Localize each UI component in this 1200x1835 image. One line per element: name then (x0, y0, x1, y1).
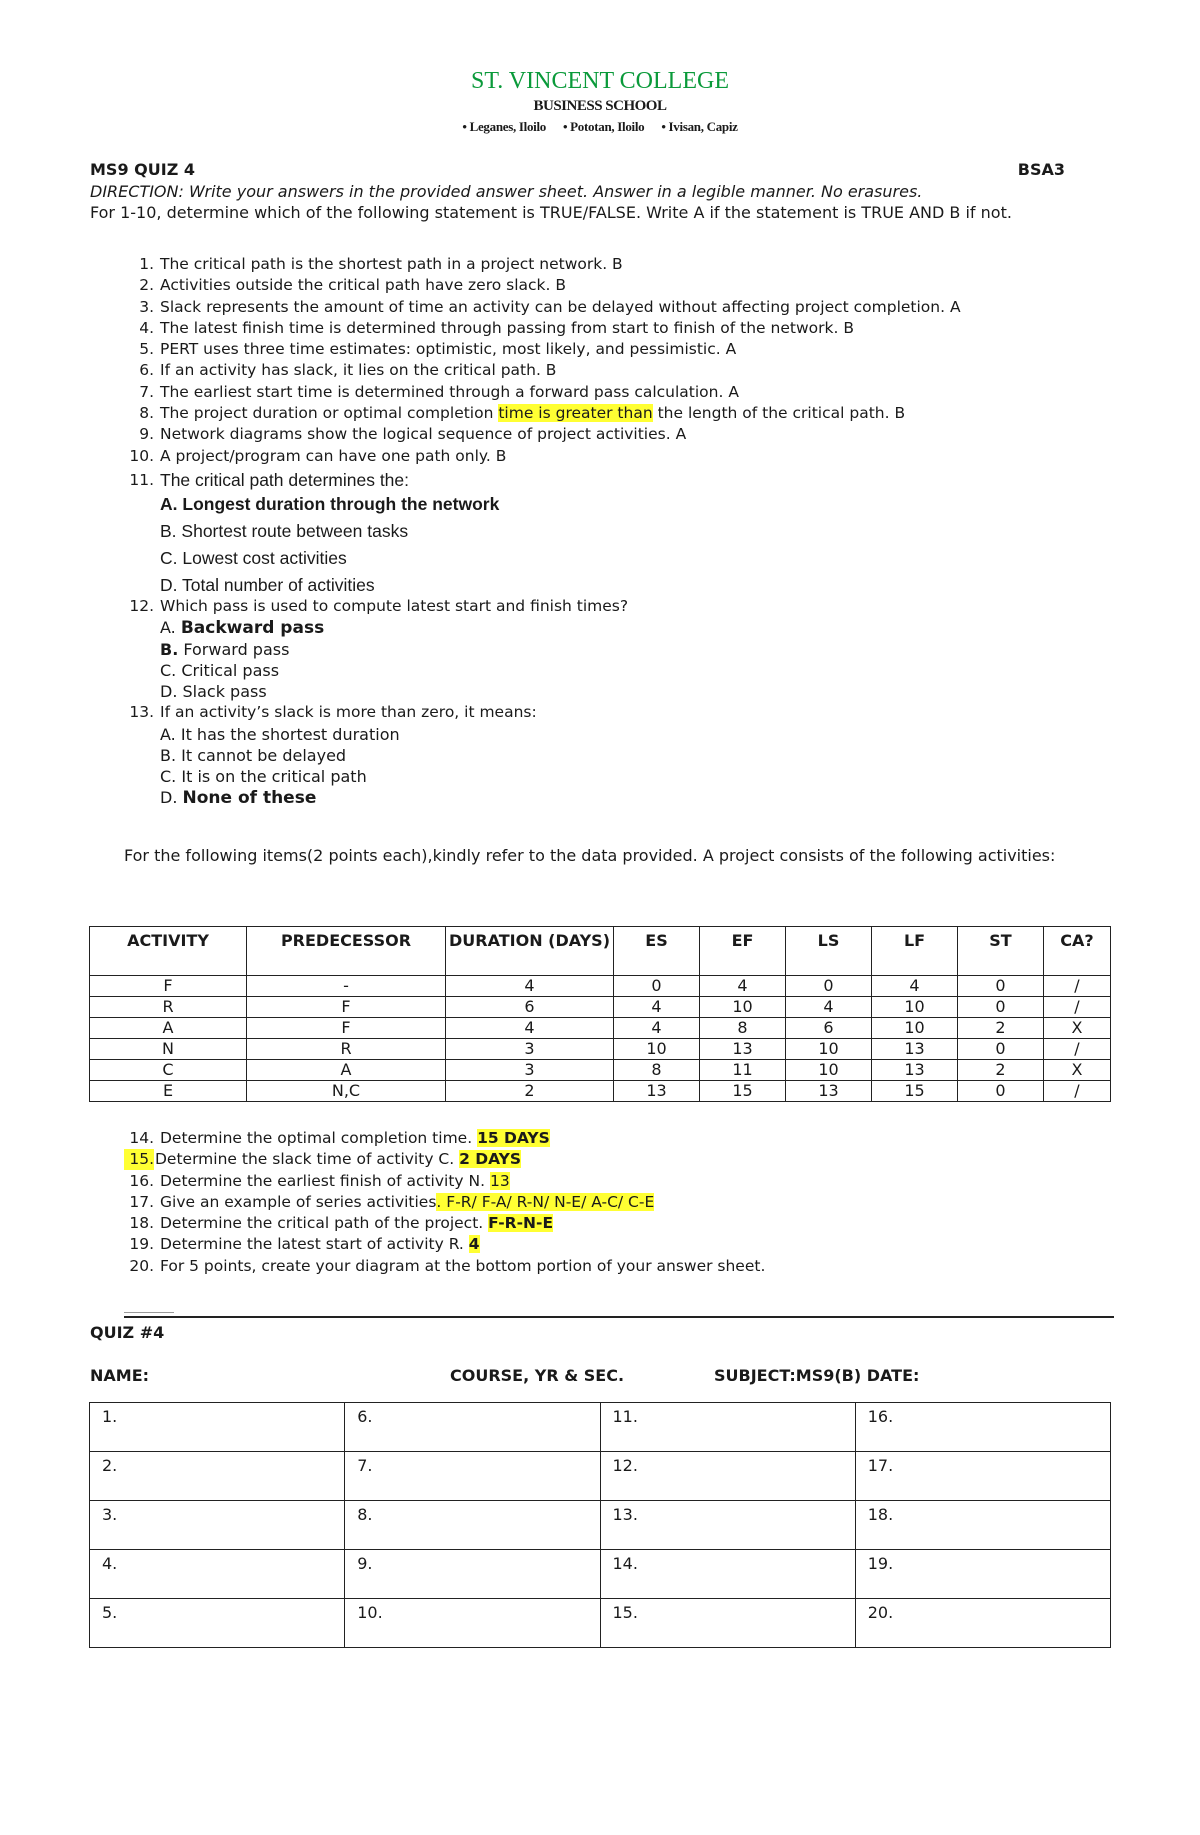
answer-cell[interactable]: 2. (90, 1452, 345, 1501)
answer-highlight: 15 DAYS (477, 1129, 550, 1147)
answer-cell[interactable]: 8. (345, 1501, 600, 1550)
column-header: ST (958, 927, 1044, 976)
table-row (90, 1403, 1111, 1452)
question-item: 12. Which pass is used to compute latest start and finish times? (129, 596, 629, 615)
answer-highlight: F-R-N-E (488, 1214, 554, 1233)
quiz-title-line (90, 160, 1065, 179)
table-row: N R 3 10 13 10 13 0 / (90, 1039, 1111, 1060)
question-item: 11. The critical path determines the: (129, 469, 410, 490)
name-label: NAME: (90, 1366, 150, 1385)
question-item: 1. The critical path is the shortest path in a project network. B (139, 255, 623, 273)
quiz-title: MS9 QUIZ 4 (90, 160, 195, 179)
column-header: PREDECESSOR (247, 927, 446, 976)
divider (124, 1312, 174, 1313)
campus-list (0, 116, 1200, 138)
answer-cell[interactable]: 12. (600, 1452, 855, 1501)
answer-grid (89, 1402, 1111, 1648)
table-row: A F 4 4 8 6 10 2 X (90, 1018, 1111, 1039)
option-item: B. Shortest route between tasks (160, 520, 409, 541)
question-item: 14. Determine the optimal completion time. 15 DAYS (129, 1129, 550, 1147)
answer-cell[interactable]: 3. (90, 1501, 345, 1550)
answer-cell[interactable]: 20. (855, 1599, 1110, 1648)
table-row: R F 6 4 10 4 10 0 / (90, 997, 1111, 1018)
question-item: 20. For 5 points, create your diagram at the bottom portion of your answer sheet. (129, 1256, 766, 1275)
column-header: LS (786, 927, 872, 976)
course-label: COURSE, YR & SEC. (450, 1366, 625, 1385)
option-item: C. It is on the critical path (160, 766, 367, 786)
option-item: C. Lowest cost activities (160, 547, 347, 568)
option-item: A. Backward pass (160, 618, 325, 639)
option-item: A. It has the shortest duration (160, 724, 400, 744)
table-header-row (90, 927, 1111, 976)
answer-cell[interactable]: 10. (345, 1599, 600, 1648)
question-item: 19. Determine the latest start of activity R. 4 (129, 1235, 480, 1254)
highlighted-text: time is greater than (498, 404, 653, 423)
table-row (90, 1501, 1111, 1550)
column-header: ACTIVITY (90, 927, 247, 976)
activity-table (89, 926, 1111, 1102)
option-item: D. Total number of activities (160, 574, 375, 595)
column-header: LF (872, 927, 958, 976)
option-item: C. Critical pass (160, 661, 280, 681)
question-item: 16. Determine the earliest finish of activity N. 13 (129, 1171, 510, 1190)
instruction-text: For 1-10, determine which of the following statement is TRUE/FALSE. Write A if the statement is TRUE AND B if not. (90, 203, 1012, 222)
question-item: 8. The project duration or optimal completion time is greater than the length of the critical path. B (139, 404, 906, 423)
column-header: EF (700, 927, 786, 976)
question-list (124, 254, 1114, 809)
question-item: 4. The latest finish time is determined through passing from start to finish of the network. B (139, 318, 854, 337)
table-row (90, 1599, 1111, 1648)
question-item: 2. Activities outside the critical path have zero slack. B (139, 276, 567, 295)
question-item: 6. If an activity has slack, it lies on the critical path. B (139, 361, 557, 380)
answer-cell[interactable]: 11. (600, 1403, 855, 1452)
table-row (90, 1550, 1111, 1599)
answer-cell[interactable]: 18. (855, 1501, 1110, 1550)
column-header: ES (614, 927, 700, 976)
answer-highlight: 4 (468, 1235, 480, 1254)
question-item: 9. Network diagrams show the logical sequence of project activities. A (139, 425, 687, 444)
school-header (0, 66, 1200, 138)
column-header: DURATION (DAYS) (446, 927, 614, 976)
campus-item: • Pototan, Iloilo (562, 119, 645, 134)
question-item: 17. Give an example of series activities. F-R/ F-A/ R-N/ N-E/ A-C/ C-E (129, 1192, 655, 1211)
column-header: CA? (1044, 927, 1111, 976)
answer-cell[interactable]: 16. (855, 1403, 1110, 1452)
divider (124, 1316, 1114, 1318)
answer-highlight: . F-R/ F-A/ R-N/ N-E/ A-C/ C-E (436, 1192, 655, 1211)
question-item: 18. Determine the critical path of the project. F-R-N-E (129, 1214, 554, 1233)
section-label: BSA3 (1017, 160, 1065, 179)
option-item: B. Forward pass (160, 640, 290, 660)
computed-question-list (124, 1128, 1114, 1277)
subject-label: SUBJECT:MS9(B) DATE: (714, 1366, 920, 1385)
option-item: D. None of these (160, 787, 317, 808)
table-row: C A 3 8 11 10 13 2 X (90, 1060, 1111, 1081)
data-intro-paragraph: For the following items(2 points each),kindly refer to the data provided. A project consists of the following activities: (124, 846, 1056, 865)
table-row: F - 4 0 4 0 4 0 / (90, 976, 1111, 997)
option-item: D. Slack pass (160, 682, 267, 702)
answer-cell[interactable]: 4. (90, 1550, 345, 1599)
question-item: 15. Determine the slack time of activity C. 2 DAYS (124, 1149, 1114, 1170)
answer-cell[interactable]: 15. (600, 1599, 855, 1648)
direction-text: DIRECTION: Write your answers in the provided answer sheet. Answer in a legible manner. No erasures. (90, 182, 923, 201)
answer-cell[interactable]: 14. (600, 1550, 855, 1599)
campus-item: • Ivisan, Capiz (661, 119, 738, 134)
answer-cell[interactable]: 6. (345, 1403, 600, 1452)
question-item: 7. The earliest start time is determined through a forward pass calculation. A (139, 382, 739, 401)
answer-cell[interactable]: 1. (90, 1403, 345, 1452)
option-item: A. Longest duration through the network (160, 493, 500, 514)
answer-cell[interactable]: 7. (345, 1452, 600, 1501)
answer-cell[interactable]: 17. (855, 1452, 1110, 1501)
option-item: B. It cannot be delayed (160, 745, 347, 765)
answer-highlight: 2 DAYS (459, 1150, 522, 1169)
answer-cell[interactable]: 9. (345, 1550, 600, 1599)
answer-cell[interactable]: 13. (600, 1501, 855, 1550)
answer-cell[interactable]: 19. (855, 1550, 1110, 1599)
answer-highlight: 13 (489, 1171, 510, 1190)
answer-cell[interactable]: 5. (90, 1599, 345, 1648)
campus-item: • Leganes, Iloilo (462, 119, 546, 134)
table-row (90, 1452, 1111, 1501)
answer-sheet-title: QUIZ #4 (90, 1323, 165, 1342)
table-row: E N,C 2 13 15 13 15 0 / (90, 1081, 1111, 1102)
question-item: 10. A project/program can have one path only. B (129, 446, 507, 465)
question-item: 3. Slack represents the amount of time an activity can be delayed without affecting project completion. A (139, 297, 961, 316)
college-name: ST. VINCENT COLLEGE (471, 68, 729, 94)
question-item: 5. PERT uses three time estimates: optimistic, most likely, and pessimistic. A (139, 340, 737, 359)
question-item: 13. If an activity’s slack is more than zero, it means: (129, 703, 537, 722)
school-name: BUSINESS SCHOOL (533, 98, 667, 114)
